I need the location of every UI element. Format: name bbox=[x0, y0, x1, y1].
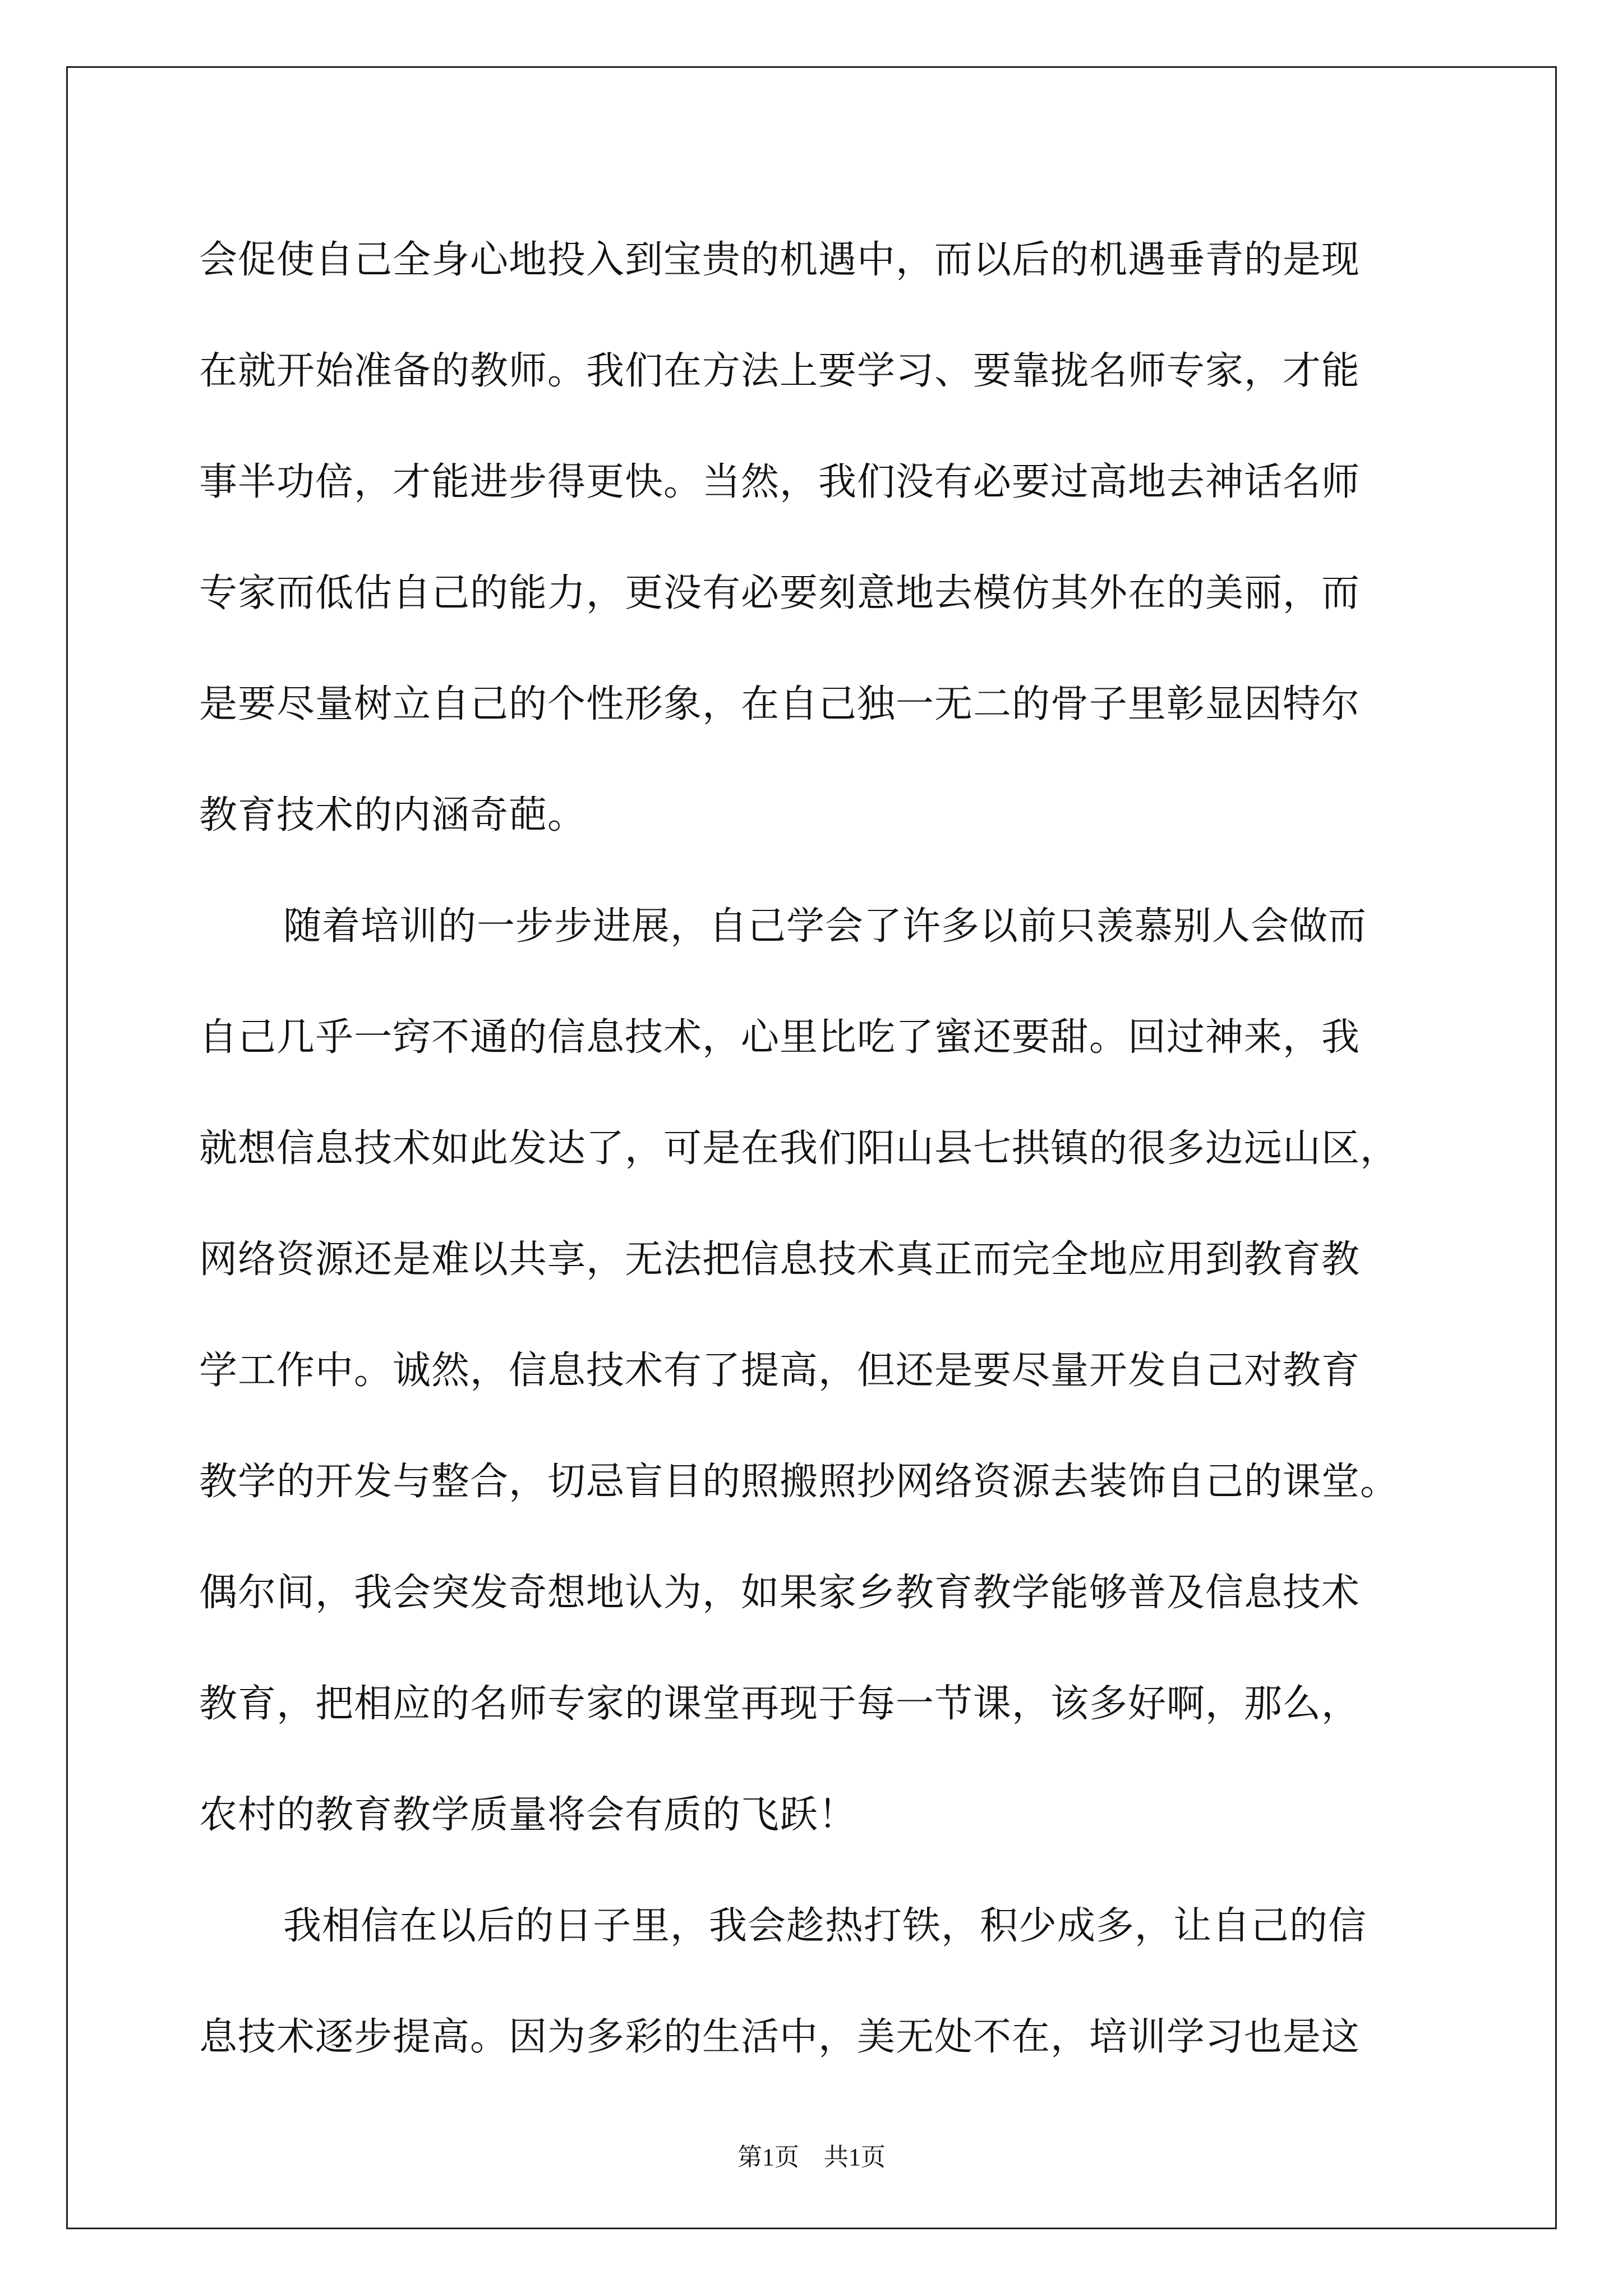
text-line: 自己几乎一窍不通的信息技术，心里比吃了蜜还要甜。回过神来，我 bbox=[199, 1015, 1361, 1060]
text-line: 是要尽量树立自己的个性形象，在自己独一无二的骨子里彰显因特尔 bbox=[199, 682, 1361, 726]
text-line: 会促使自己全身心地投入到宝贵的机遇中，而以后的机遇垂青的是现 bbox=[199, 238, 1361, 282]
text-line: 学工作中。诚然，信息技术有了提高，但还是要尽量开发自己对教育 bbox=[199, 1349, 1361, 1393]
document-body bbox=[199, 205, 1433, 2093]
text-line: 教育技术的内涵奇葩。 bbox=[199, 793, 587, 838]
text-line: 教学的开发与整合，切忌盲目的照搬照抄网络资源去装饰自己的课堂。 bbox=[199, 1460, 1399, 1504]
text-line: 专家而低估自己的能力，更没有必要刻意地去模仿其外在的美丽，而 bbox=[199, 571, 1361, 615]
paragraph-first-line: 随着培训的一步步进展，自己学会了许多以前只羡慕别人会做而 bbox=[283, 904, 1367, 949]
text-line: 息技术逐步提高。因为多彩的生活中，美无处不在，培训学习也是这 bbox=[199, 2015, 1361, 2059]
page-footer: 第1页 共1页 bbox=[737, 2143, 886, 2171]
text-line: 农村的教育教学质量将会有质的飞跃！ bbox=[199, 1793, 857, 1837]
text-line: 偶尔间，我会突发奇想地认为，如果家乡教育教学能够普及信息技术 bbox=[199, 1571, 1361, 1615]
text-line: 网络资源还是难以共享，无法把信息技术真正而完全地应用到教育教 bbox=[199, 1237, 1361, 1282]
paragraph-first-line: 我相信在以后的日子里，我会趁热打铁，积少成多，让自己的信 bbox=[283, 1904, 1367, 1948]
text-line: 就想信息技术如此发达了，可是在我们阳山县七拱镇的很多边远山区， bbox=[199, 1126, 1399, 1171]
text-line: 事半功倍，才能进步得更快。当然，我们没有必要过高地去神话名师 bbox=[199, 460, 1361, 504]
text-line: 教育，把相应的名师专家的课堂再现于每一节课，该多好啊，那么， bbox=[199, 1682, 1361, 1726]
text-line: 在就开始准备的教师。我们在方法上要学习、要靠拢名师专家，才能 bbox=[199, 349, 1361, 393]
